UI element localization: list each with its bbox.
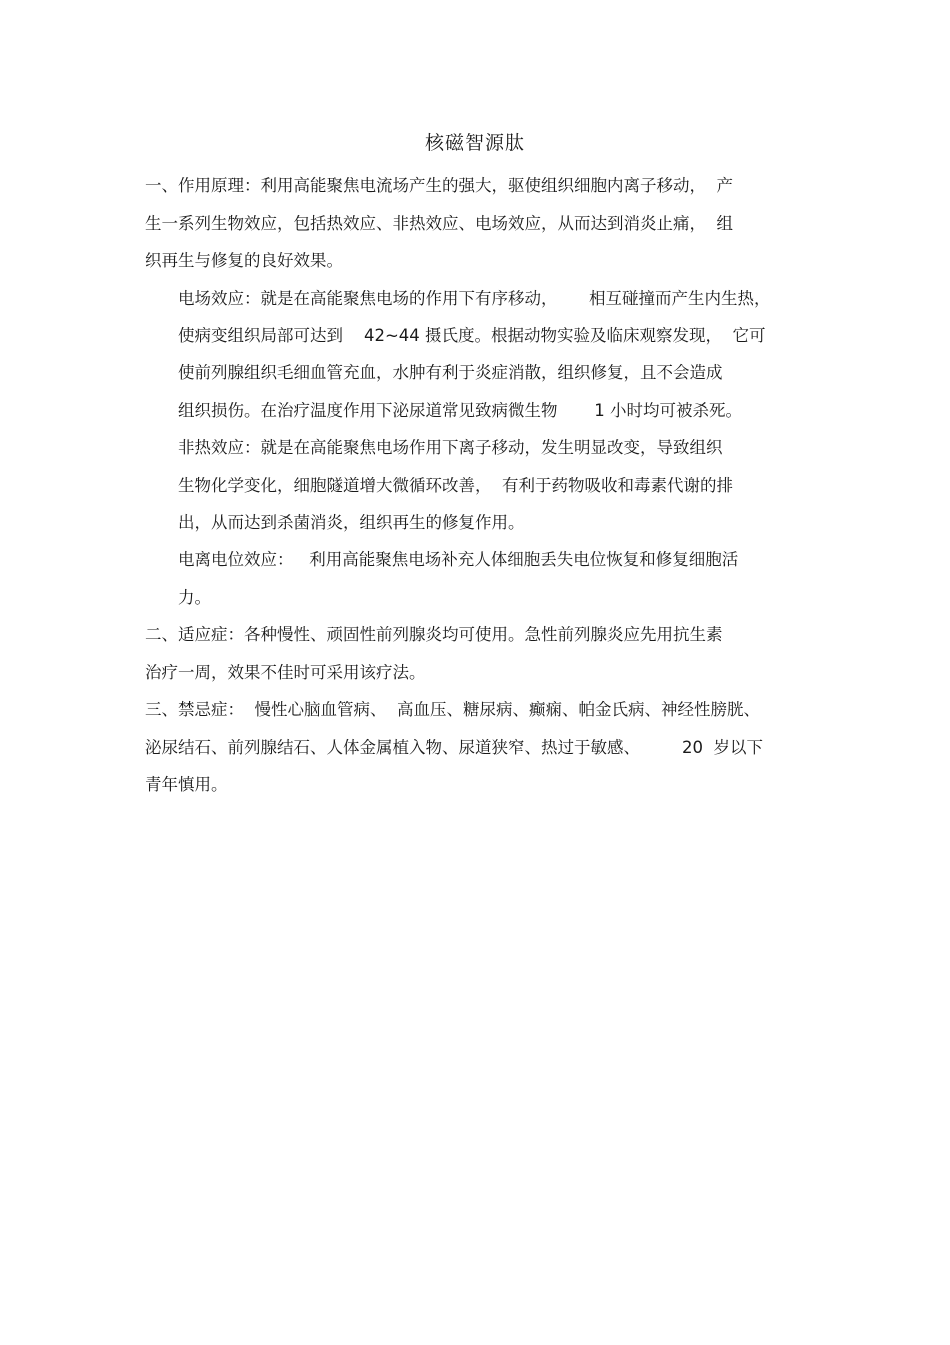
- paragraph-line: 织再生与修复的良好效果。: [145, 251, 343, 270]
- paragraph-line: 出，从而达到杀菌消炎，组织再生的修复作用。: [178, 513, 525, 532]
- paragraph-line: 力。: [178, 588, 211, 607]
- paragraph-line: 青年慎用。: [145, 775, 228, 794]
- paragraph-line: 使病变组织局部可达到 42~44 摄氏度。根据动物实验及临床观察发现， 它可: [178, 326, 766, 345]
- paragraph-line: 二、适应症：各种慢性、顽固性前列腺炎均可使用。急性前列腺炎应先用抗生素: [145, 625, 723, 644]
- paragraph-line: 泌尿结石、前列腺结石、人体金属植入物、尿道狭窄、热过于敏感、 20 岁以下: [145, 738, 763, 757]
- paragraph-line: 电场效应：就是在高能聚焦电场的作用下有序移动， 相互碰撞而产生内生热，: [178, 289, 771, 308]
- paragraph-line: 治疗一周，效果不佳时可采用该疗法。: [145, 663, 426, 682]
- document-title: 核磁智源肽: [424, 132, 525, 154]
- paragraph-line: 组织损伤。在治疗温度作用下泌尿道常见致病微生物 1 小时均可被杀死。: [178, 401, 742, 420]
- paragraph-line: 使前列腺组织毛细血管充血，水肿有利于炎症消散，组织修复，且不会造成: [178, 363, 723, 382]
- paragraph-line: 非热效应：就是在高能聚焦电场作用下离子移动，发生明显改变，导致组织: [178, 438, 723, 457]
- paragraph-line: 电离电位效应： 利用高能聚焦电场补充人体细胞丢失电位恢复和修复细胞活: [178, 550, 739, 569]
- paragraph-line: 生一系列生物效应，包括热效应、非热效应、电场效应，从而达到消炎止痛， 组: [145, 214, 733, 233]
- paragraph-line: 三、禁忌症： 慢性心脑血管病、 高血压、糖尿病、癫痫、帕金氏病、神经性膀胱、: [145, 700, 760, 719]
- paragraph-line: 生物化学变化，细胞隧道增大微循环改善， 有利于药物吸收和毒素代谢的排: [178, 476, 733, 495]
- paragraph-line: 一、作用原理：利用高能聚焦电流场产生的强大，驱使组织细胞内离子移动， 产: [145, 176, 733, 195]
